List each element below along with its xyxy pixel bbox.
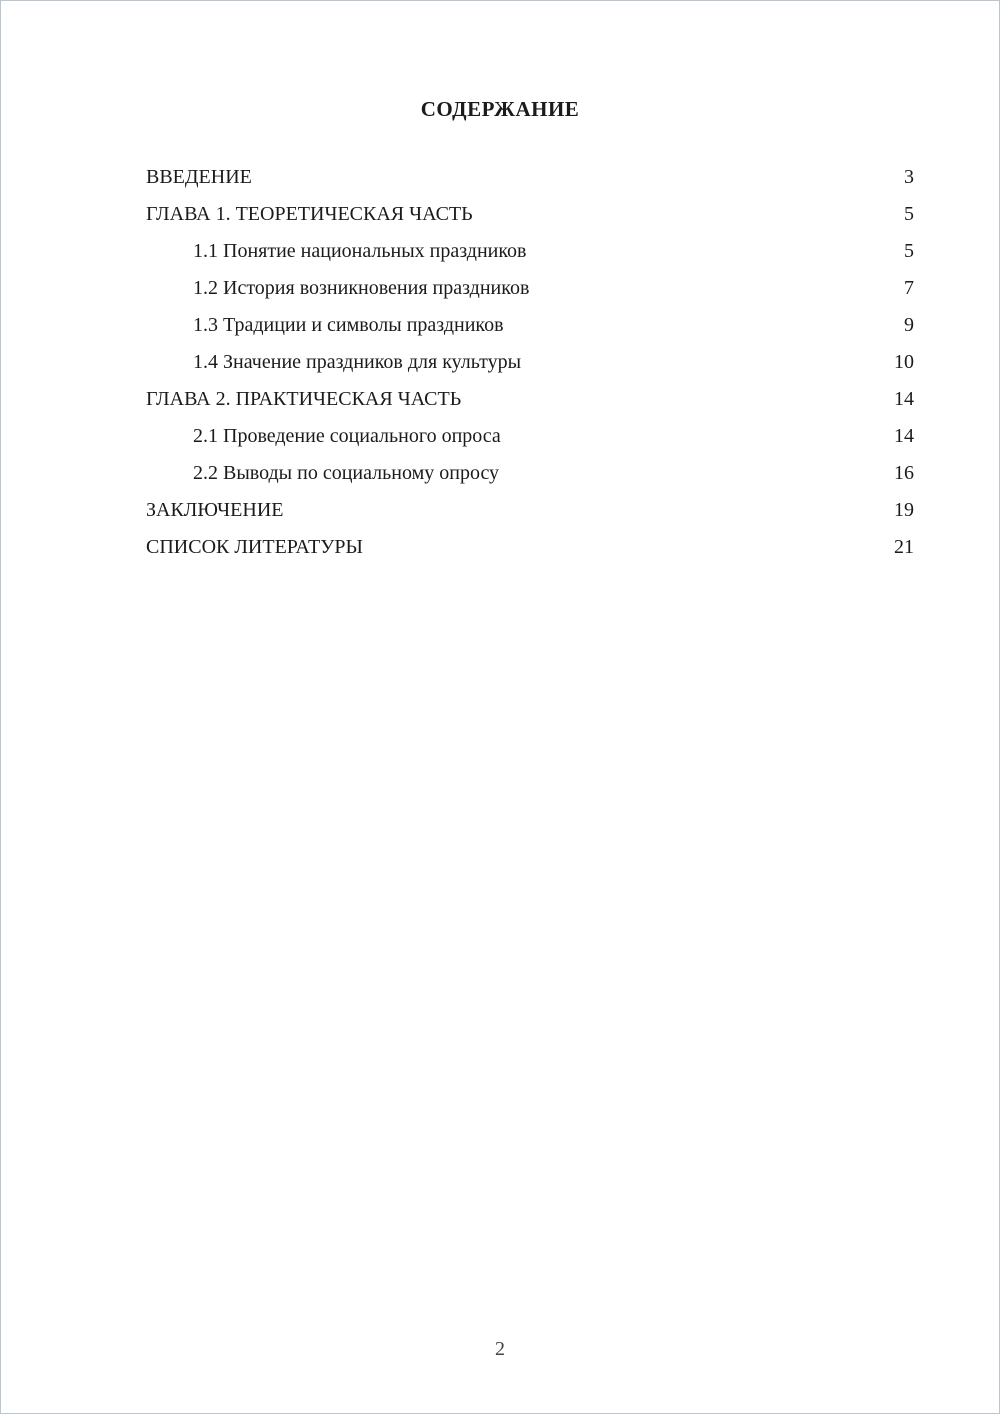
toc-entry-page: 5 (904, 240, 914, 262)
toc-entry (146, 233, 914, 270)
toc-entry-label: 2.1 Проведение социального опроса (193, 425, 501, 447)
toc-entry-label: 1.4 Значение праздников для культуры (193, 351, 522, 373)
toc-entry-page: 5 (904, 203, 914, 225)
toc-entry (146, 344, 914, 381)
toc-entry-label: 1.1 Понятие национальных праздников (193, 240, 527, 262)
toc-entry-page: 14 (894, 388, 914, 410)
toc-entry (146, 196, 914, 233)
toc-entry-page: 9 (904, 314, 914, 336)
page-title: СОДЕРЖАНИЕ (420, 97, 580, 121)
toc-entry-page: 16 (894, 462, 914, 484)
toc-entry-page: 3 (904, 166, 914, 188)
toc-entry-label: ГЛАВА 2. ПРАКТИЧЕСКАЯ ЧАСТЬ (146, 388, 462, 410)
toc-entry-label: ЗАКЛЮЧЕНИЕ (146, 499, 284, 521)
toc-entry-label: ГЛАВА 1. ТЕОРЕТИЧЕСКАЯ ЧАСТЬ (146, 203, 473, 225)
table-of-contents (146, 159, 914, 566)
toc-entry-label: ВВЕДЕНИЕ (146, 166, 252, 188)
toc-entry (146, 455, 914, 492)
toc-entry (146, 529, 914, 566)
toc-entry (146, 381, 914, 418)
toc-entry-label: 2.2 Выводы по социальному опросу (193, 462, 500, 484)
toc-entry-page: 14 (894, 425, 914, 447)
toc-entry (146, 418, 914, 455)
footer-page-number: 2 (495, 1338, 505, 1360)
toc-entry-page: 21 (894, 536, 914, 558)
toc-entry-page: 7 (904, 277, 914, 299)
toc-entry-page: 19 (894, 499, 914, 521)
toc-entry (146, 270, 914, 307)
toc-entry (146, 159, 914, 196)
toc-entry (146, 307, 914, 344)
toc-entry-label: 1.3 Традиции и символы праздников (193, 314, 504, 336)
toc-entry-label: СПИСОК ЛИТЕРАТУРЫ (146, 536, 363, 558)
toc-entry (146, 492, 914, 529)
toc-entry-page: 10 (894, 351, 914, 373)
toc-entry-label: 1.2 История возникновения праздников (193, 277, 530, 299)
